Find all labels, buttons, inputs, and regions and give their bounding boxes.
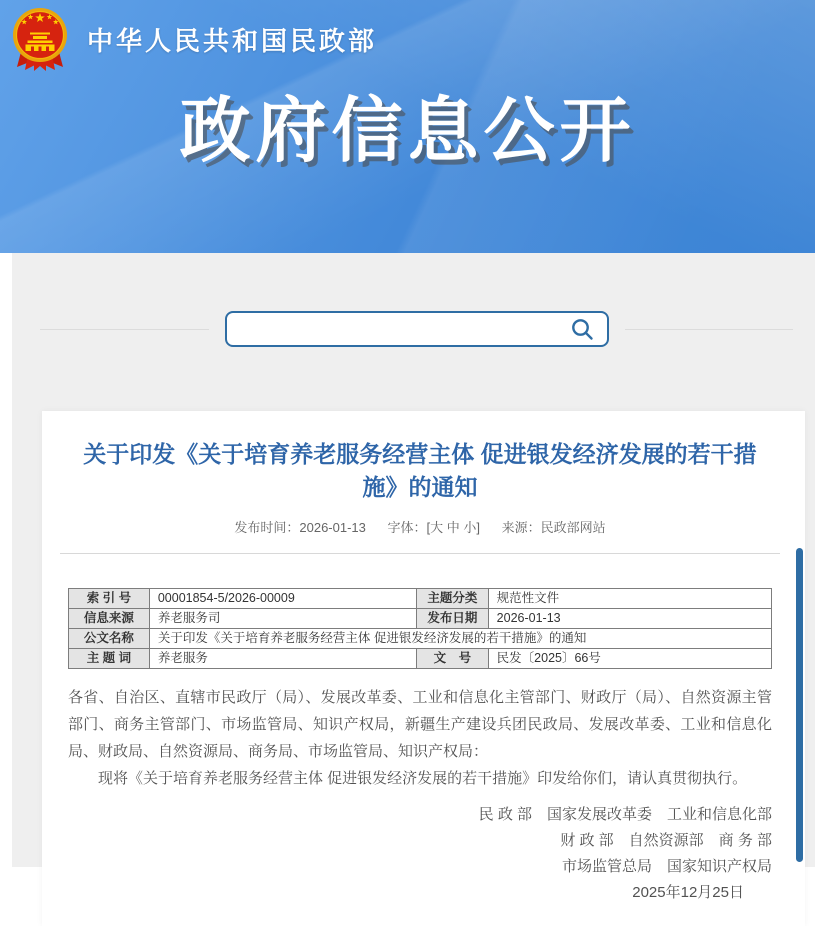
table-row — [69, 629, 772, 649]
divider-left — [40, 329, 209, 330]
divider-right — [625, 329, 794, 330]
table-row — [69, 589, 772, 609]
signature-line: 市场监管总局 国家知识产权局 — [561, 858, 772, 875]
topic-category-label: 主题分类 — [416, 589, 488, 609]
search-icon[interactable] — [570, 317, 595, 342]
search-input[interactable] — [227, 313, 570, 345]
font-size-picker[interactable]: 字体：[大 中 小] — [387, 520, 480, 535]
site-banner — [0, 0, 815, 253]
site-name: 中华人民共和国民政部 — [87, 25, 378, 56]
info-source-value: 养老服务司 — [149, 609, 416, 629]
table-row — [69, 609, 772, 629]
publish-date-value: 2026-01-13 — [488, 609, 771, 629]
national-emblem-icon — [10, 6, 70, 72]
search-section — [12, 253, 815, 347]
doc-name-value: 关于印发《关于培育养老服务经营主体 促进银发经济发展的若干措施》的通知 — [149, 629, 771, 649]
content-area — [12, 253, 815, 901]
body-paragraph: 现将《关于培育养老服务经营主体 促进银发经济发展的若干措施》印发给你们，请认真贯彻执行。 — [98, 770, 748, 787]
search-box[interactable] — [225, 311, 609, 347]
signature-line: 财 政 部 自然资源部 商 务 部 — [560, 832, 772, 849]
keywords-label: 主 题 词 — [69, 649, 150, 669]
signature-line: 民 政 部 国家发展改革委 工业和信息化部 — [478, 806, 772, 823]
body-paragraph: 各省、自治区、直辖市民政厅（局）、发展改革委、工业和信息化主管部门、财政厅（局）、自然资源主管部门、商务主管部门、市场监管局、知识产权局，新疆生产建设兵团民政局、发展改革委、工业和信息化局、财政局、自然资源局、商务局、市场监管局、知识产权局： — [68, 689, 772, 760]
index-number-label: 索 引 号 — [69, 589, 150, 609]
site-logo-link[interactable] — [10, 6, 377, 72]
doc-number-value: 民发〔2025〕66号 — [488, 649, 771, 669]
article-meta — [68, 517, 772, 536]
meta-divider — [60, 553, 780, 554]
index-number-value: 00001854-5/2026-00009 — [149, 589, 416, 609]
signature-date: 2025年12月25日 — [632, 884, 744, 901]
doc-number-label: 文 号 — [416, 649, 488, 669]
keywords-value: 养老服务 — [149, 649, 416, 669]
article-card — [42, 411, 805, 926]
vertical-scrollbar-thumb[interactable] — [796, 548, 803, 862]
article-source: 来源：民政部网站 — [501, 520, 606, 535]
document-info-table — [68, 588, 772, 669]
table-row — [69, 649, 772, 669]
publish-time: 发布时间：2026-01-13 — [234, 520, 366, 535]
banner-title: 政府信息公开 — [179, 92, 636, 171]
topic-category-value: 规范性文件 — [488, 589, 771, 609]
info-source-label: 信息来源 — [69, 609, 150, 629]
doc-name-label: 公文名称 — [69, 629, 150, 649]
document-title: 关于印发《关于培育养老服务经营主体 促进银发经济发展的若干措施》的通知 — [83, 441, 757, 500]
publish-date-label: 发布日期 — [416, 609, 488, 629]
